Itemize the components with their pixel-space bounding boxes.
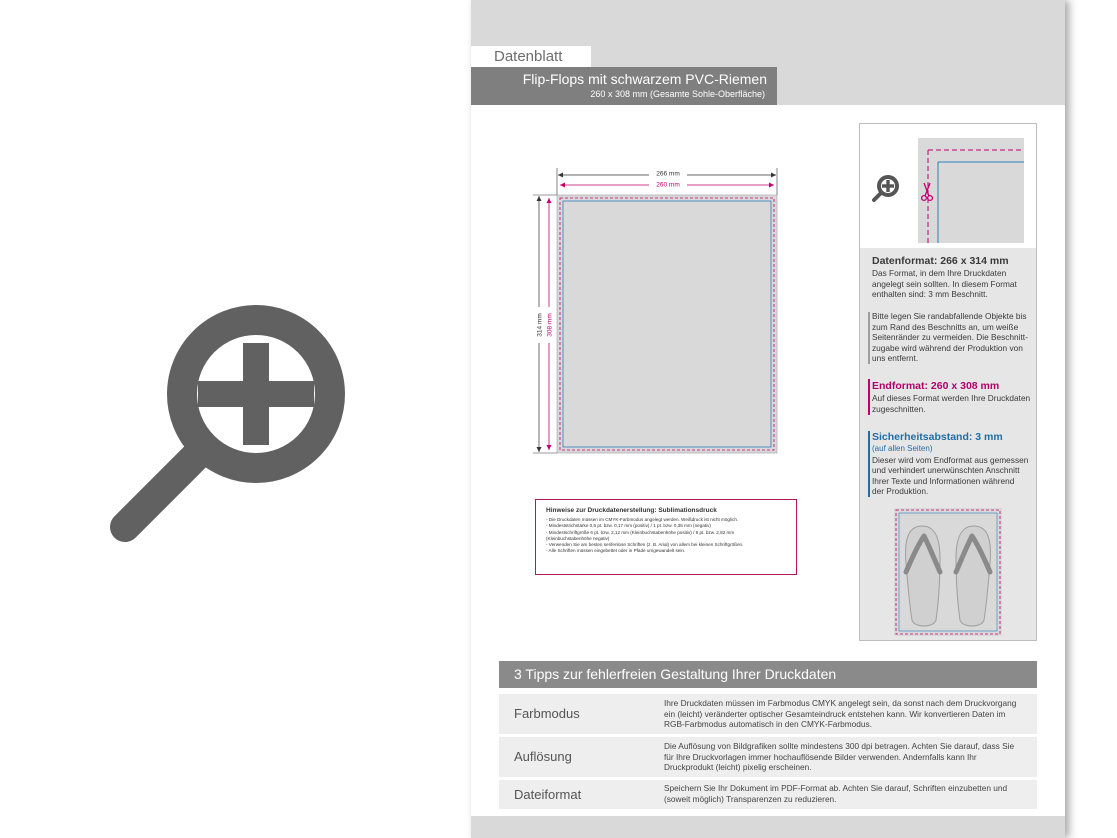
data-format-area bbox=[557, 195, 777, 453]
tip-text-line: Ihre Druckdaten müssen im Farbmodus CMYK angelegt sein, da sonst nach dem Druckvorgang bbox=[664, 698, 1017, 708]
end-format-text: zugeschnitten. bbox=[872, 403, 926, 414]
print-hints-title: Hinweise zur Druckdatenerstellung: Sublimationsdruck bbox=[546, 507, 717, 514]
bleed-info bbox=[872, 311, 1028, 364]
outer-width-label: 266 mm bbox=[656, 170, 680, 178]
bleed-text: uns entfernt. bbox=[872, 353, 919, 364]
tip-text bbox=[664, 741, 1034, 773]
safety-margin-subheading: (auf allen Seiten) bbox=[872, 444, 933, 453]
tip-text bbox=[664, 698, 1034, 730]
end-format-heading: Endformat: 260 x 308 mm bbox=[872, 380, 1000, 392]
product-title-bar bbox=[471, 67, 777, 105]
print-hint-item: - Die Druckdaten müssen im CMYK-Farbmodus angelegt werden. Weißdruck ist nicht möglich. bbox=[546, 517, 739, 522]
end-format-info bbox=[872, 380, 1030, 414]
data-format-text: enthalten sind: 3 mm Beschnitt. bbox=[872, 289, 988, 300]
zoom-in-icon[interactable] bbox=[105, 293, 355, 545]
document-tag: Datenblatt bbox=[471, 46, 591, 67]
tip-text-line: RGB-Farbmodus automatisch in den CMYK-Farbmodus. bbox=[664, 719, 872, 730]
data-format-info bbox=[872, 255, 1017, 300]
tip-row-color-mode bbox=[499, 694, 1037, 734]
format-diagram bbox=[531, 165, 791, 460]
scissors-icon bbox=[921, 182, 933, 202]
legend-preview bbox=[860, 124, 1036, 248]
product-title: Flip-Flops mit schwarzem PVC-Riemen bbox=[522, 71, 767, 87]
tip-text-line: Druckprodukt (leicht) pixelig erscheinen. bbox=[664, 762, 812, 773]
data-format-text: angelegt sein sollten. In diesem Format bbox=[872, 278, 1017, 289]
bleed-text: Bitte legen Sie randabfallende Objekte bis bbox=[872, 311, 1027, 321]
tip-text-line: Speichern Sie Ihr Dokument im PDF-Format ab. Achten Sie darauf, Schriften einzubetten und bbox=[664, 783, 1008, 793]
tip-text-line: ein (leicht) veränderter optischer Gesamteindruck entstehen kann. Wir konvertieren Daten im bbox=[664, 708, 1006, 719]
safety-margin-info bbox=[872, 431, 1028, 497]
tips-header: 3 Tipps zur fehlerfreien Gestaltung Ihrer Druckdaten bbox=[499, 661, 1037, 688]
end-format-bar bbox=[868, 379, 870, 415]
corner-detail bbox=[918, 138, 1024, 243]
outer-height-label: 314 mm bbox=[536, 313, 544, 337]
safety-margin-bar bbox=[868, 431, 870, 497]
end-format-text: Auf dieses Format werden Ihre Druckdaten bbox=[872, 393, 1031, 403]
safety-margin-heading: Sicherheitsabstand: 3 mm bbox=[872, 431, 1003, 443]
inner-width-label: 260 mm bbox=[656, 181, 680, 189]
footer-band bbox=[471, 816, 1065, 838]
print-hint-item: - Mindestschriftgröße 6 pt. bzw. 2,12 mm (Kleinbuchstabenhöhe positiv) / 8 pt. bzw. 2,82 mm bbox=[546, 529, 735, 535]
tip-row-file-format bbox=[499, 780, 1037, 809]
safety-margin-text: und verhindert unerwünschten Anschnitt bbox=[872, 465, 1020, 476]
tip-label: Auflösung bbox=[514, 749, 572, 764]
tip-text bbox=[664, 783, 1034, 804]
safety-margin-text: Ihrer Texte und Informationen während bbox=[872, 475, 1015, 486]
magnifier-plus-icon[interactable] bbox=[870, 172, 902, 204]
tip-row-resolution bbox=[499, 737, 1037, 777]
datasheet-page bbox=[471, 0, 1065, 838]
flip-flop-preview bbox=[894, 508, 1002, 636]
safety-margin-text: Dieser wird vom Endformat aus gemessen bbox=[872, 454, 1029, 465]
bleed-text: Seitenränder zu vermeiden. Die Beschnitt- bbox=[872, 332, 1028, 343]
product-subtitle: 260 x 308 mm (Gesamte Sohle-Oberfläche) bbox=[590, 89, 765, 99]
print-hint-item: - Verwenden Sie am besten serifenlose Schriften (z. B. Arial) von allem bei kleinen Schriftgrößen. bbox=[546, 542, 744, 548]
print-hint-item: - Mindeststrichstärke 0,5 pt. bzw. 0,17 mm (positiv) / 1 pt. bzw. 0,35 mm (negativ) bbox=[546, 523, 711, 529]
print-hint-item: (Kleinbuchstabenhöhe negativ) bbox=[546, 535, 610, 541]
inner-height-label: 308 mm bbox=[546, 313, 554, 337]
data-format-text: Das Format, in dem Ihre Druckdaten bbox=[872, 268, 1007, 278]
tip-text-line: (soweit möglich) Transparenzen zu reduzieren. bbox=[664, 793, 837, 804]
safety-margin-text: der Produktion. bbox=[872, 486, 929, 497]
print-hints-box bbox=[535, 499, 797, 575]
tip-text-line: Die Auflösung von Bildgrafiken sollte mindestens 300 dpi betragen. Achten Sie darauf, dass Sie bbox=[664, 741, 1015, 751]
tip-label: Dateiformat bbox=[514, 787, 582, 802]
bleed-info-bar bbox=[868, 312, 870, 364]
tip-label: Farbmodus bbox=[514, 706, 580, 721]
data-format-heading: Datenformat: 266 x 314 mm bbox=[872, 255, 1009, 267]
bleed-text: zugabe wird während der Produktion von bbox=[872, 342, 1023, 353]
tip-text-line: für Ihre Druckvorlagen immer hochauflösende Bilder verwenden. Andernfalls kann Ihr bbox=[664, 751, 977, 762]
print-hint-item: - Alle Schriften müssen eingebettet oder in Pfade umgewandelt sein. bbox=[546, 548, 686, 554]
bleed-text: zum Rand des Beschnitts an, um weiße bbox=[872, 321, 1019, 332]
format-legend-panel bbox=[859, 123, 1037, 641]
